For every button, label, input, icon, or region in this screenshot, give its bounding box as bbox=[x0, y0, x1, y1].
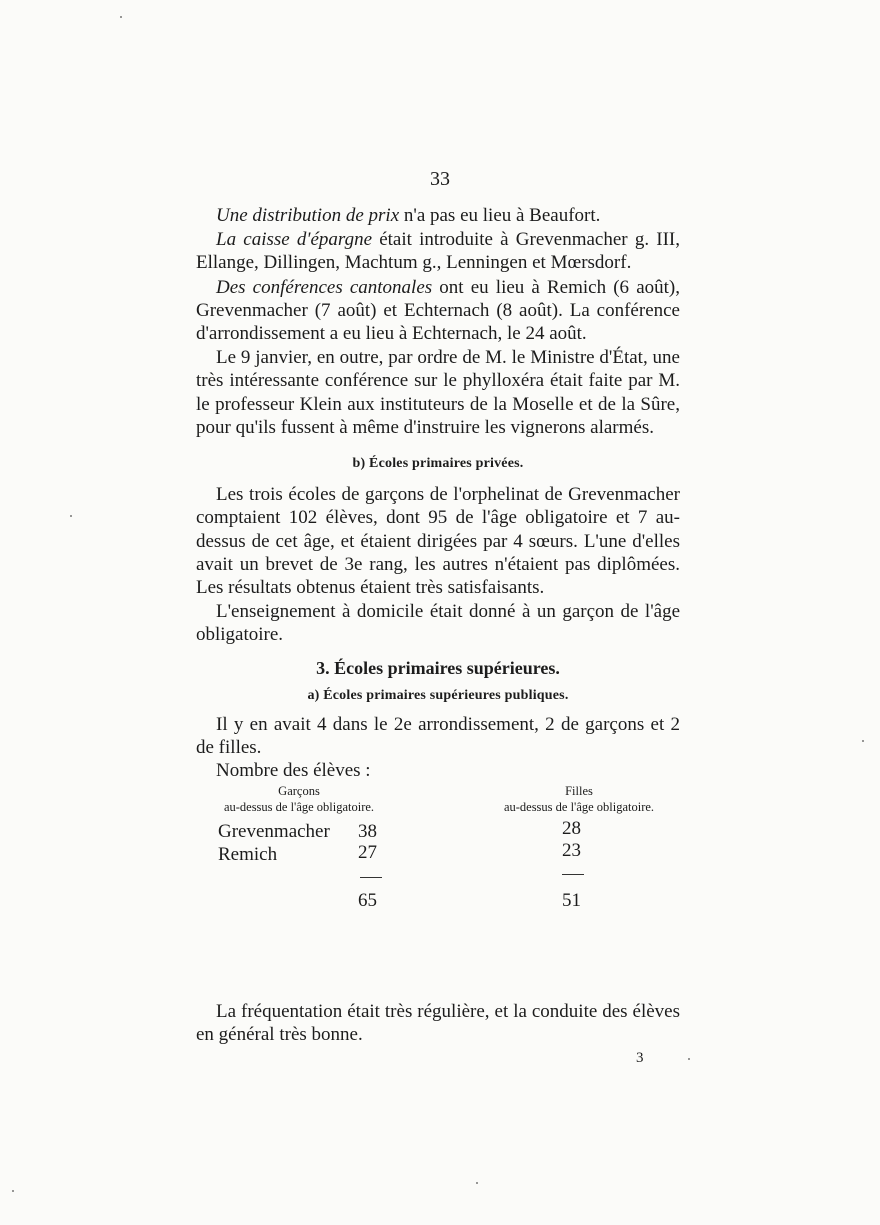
sum-rule-girls bbox=[562, 874, 584, 875]
paragraph-caisse bbox=[196, 228, 680, 274]
paragraph-orphelinat: Les trois écoles de garçons de l'orphelinat de Grevenmacher comptaient 102 élèves, dont 95 de l'âge obligatoire et 7 au-dessus de cet âge, et étaient dirigées par 4 sœurs. L'une d'elles avait un brevet de 3e rang, les autres n'étaient pas diplômées. Les résultats obtenus étaient très satisfaisants. bbox=[196, 484, 680, 599]
row-girls-value: 23 bbox=[562, 839, 581, 861]
paragraph-conferences bbox=[196, 276, 680, 346]
paragraph-arrondissement: Il y en avait 4 dans le 2e arrondissement, 2 de garçons et 2 de filles. bbox=[196, 714, 680, 759]
closing-text bbox=[196, 1000, 680, 1046]
paragraph-distribution bbox=[196, 204, 680, 227]
sum-rule-boys bbox=[360, 877, 382, 878]
scan-speck bbox=[70, 515, 72, 517]
row-boys-value: 27 bbox=[358, 841, 377, 863]
paragraph-text: Le 9 janvier, en outre, par ordre de M. le Ministre d'État, une très intéressante conférence sur le phylloxéra était faite par M. le professeur Klein aux instituteurs de la Moselle et de la Sûre, pour qu'ils fussent à même d'instruire les vignerons alarmés. bbox=[196, 347, 680, 438]
row-place: Remich bbox=[218, 843, 278, 865]
page-number: 33 bbox=[430, 168, 450, 190]
italic-phrase: La caisse d'épargne bbox=[216, 229, 373, 251]
heading-ecoles-superieures: 3. Écoles primaires supérieures. bbox=[316, 657, 560, 678]
paragraph-text: n'a pas eu lieu à Beaufort. bbox=[399, 205, 601, 226]
pupil-count-table bbox=[196, 783, 680, 931]
paragraph-phylloxera bbox=[196, 346, 680, 439]
row-girls-value: 28 bbox=[562, 817, 581, 839]
column-header-girls-sub: au-dessus de l'âge obligatoire. bbox=[503, 799, 655, 814]
italic-phrase: Une distribution de prix bbox=[216, 205, 400, 226]
scan-speck bbox=[862, 740, 864, 742]
heading-ecoles-privees: b) Écoles primaires privées. bbox=[352, 456, 524, 472]
row-boys-value: 38 bbox=[358, 820, 377, 842]
column-header-boys bbox=[196, 783, 402, 815]
heading-ecoles-superieures-publiques: a) Écoles primaires supérieures publiques. bbox=[307, 687, 569, 703]
paragraph-text: était introduite à Grevenmacher g. III, Ellange, Dillingen, Machtum g., Lenningen et Mœrsdorf. bbox=[196, 229, 680, 274]
total-girls: 51 bbox=[562, 889, 581, 911]
table-label: Nombre des élèves : bbox=[216, 760, 371, 782]
scan-speck bbox=[120, 16, 122, 18]
paragraph-text: ont eu lieu à Remich (6 août), Grevenmacher (7 août) et Echternach (8 août). La conférence d'arrondissement a eu lieu à Echternach, le 24 août. bbox=[196, 276, 680, 345]
italic-phrase: Des conférences cantonales bbox=[216, 276, 433, 298]
row-place: Grevenmacher bbox=[218, 820, 330, 842]
column-header-boys-title: Garçons bbox=[278, 783, 320, 798]
column-header-girls bbox=[474, 783, 684, 815]
column-header-girls-title: Filles bbox=[565, 783, 593, 798]
paragraph-frequentation: La fréquentation était très régulière, et la conduite des élèves en général très bonne. bbox=[196, 1001, 680, 1046]
total-boys: 65 bbox=[358, 889, 377, 911]
scan-speck bbox=[12, 1190, 14, 1192]
signature-mark: 3 bbox=[636, 1050, 644, 1066]
column-header-boys-sub: au-dessus de l'âge obligatoire. bbox=[223, 799, 375, 814]
main-text bbox=[196, 204, 680, 931]
paragraph-domicile: L'enseignement à domicile était donné à un garçon de l'âge obligatoire. bbox=[196, 601, 680, 646]
scan-speck bbox=[476, 1182, 478, 1184]
scan-speck bbox=[688, 1058, 690, 1060]
